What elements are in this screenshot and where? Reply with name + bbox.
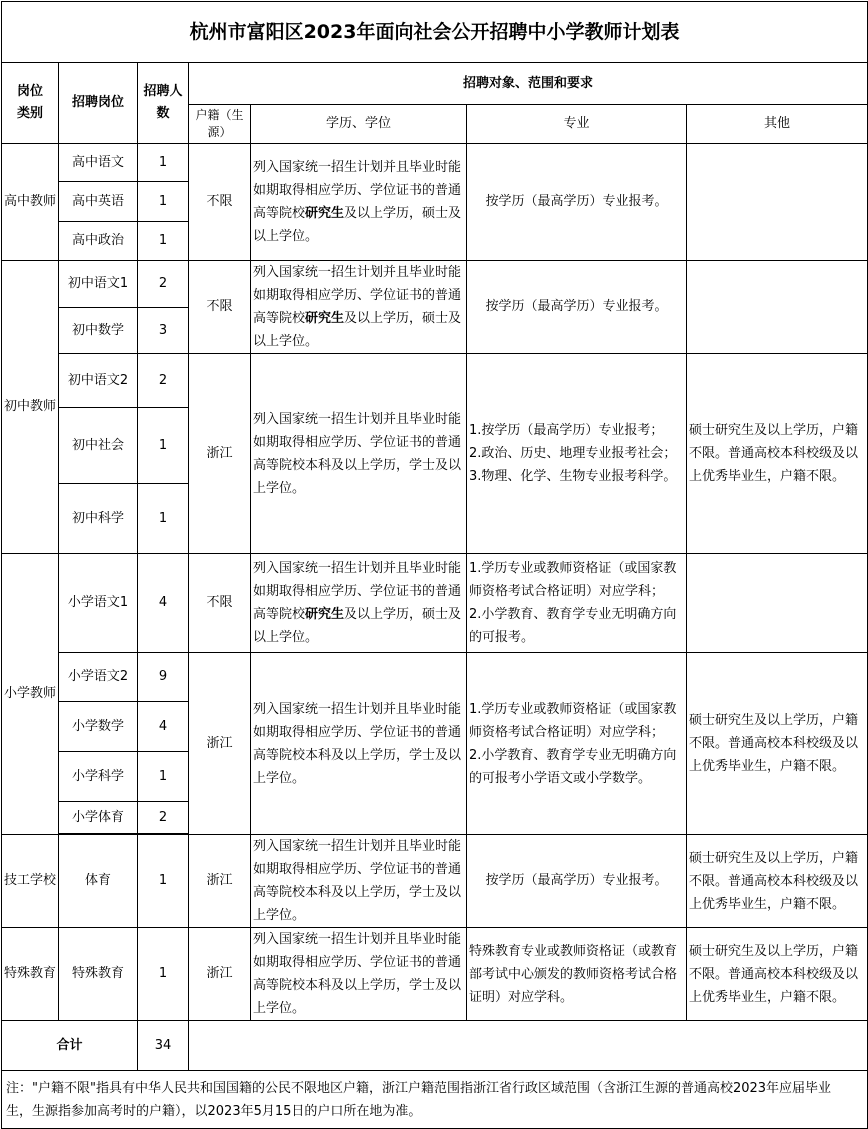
position-count: 1 bbox=[138, 144, 189, 182]
education-bachelor: 列入国家统一招生计划并且毕业时能 如期取得相应学历、学位证书的普通 高等院校本科及以上学历，学士及以 上学位。 bbox=[251, 835, 467, 928]
hukou-cell: 浙江 bbox=[189, 653, 251, 835]
header-other: 其他 bbox=[687, 105, 868, 144]
education-bachelor: 列入国家统一招生计划并且毕业时能 如期取得相应学历、学位证书的普通 高等院校本科及以上学历，学士及以 上学位。 bbox=[251, 354, 467, 554]
position-count: 2 bbox=[138, 261, 189, 308]
position-name: 特殊教育 bbox=[59, 928, 138, 1021]
education-grad: 列入国家统一招生计划并且毕业时能 如期取得相应学历、学位证书的普通 高等院校研究生及以上学历，硕士及 以上学位。 bbox=[251, 261, 467, 354]
position-count: 3 bbox=[138, 308, 189, 354]
other-cell: 硕士研究生及以上学历，户籍 不限。普通高校本科校级及以 上优秀毕业生，户籍不限。 bbox=[687, 354, 868, 554]
hukou-cell: 不限 bbox=[189, 554, 251, 653]
position-count: 1 bbox=[138, 752, 189, 802]
major-cell: 1.学历专业或教师资格证（或国家教 师资格考试合格证明）对应学科； 2.小学教育、教育学专业无明确方向 的可报考小学语文或小学数学。 bbox=[467, 653, 687, 835]
position-name: 小学语文2 bbox=[59, 653, 138, 702]
education-grad: 列入国家统一招生计划并且毕业时能 如期取得相应学历、学位证书的普通 高等院校研究生及以上学历，硕士及 以上学位。 bbox=[251, 144, 467, 261]
other-cell: 硕士研究生及以上学历，户籍 不限。普通高校本科校级及以 上优秀毕业生，户籍不限。 bbox=[687, 653, 868, 835]
recruitment-plan-table bbox=[1, 1, 868, 1129]
position-name: 高中英语 bbox=[59, 182, 138, 222]
position-count: 4 bbox=[138, 554, 189, 653]
major-cell: 按学历（最高学历）专业报考。 bbox=[467, 261, 687, 354]
header-position: 招聘岗位 bbox=[59, 63, 138, 144]
category-primary-school: 小学教师 bbox=[2, 554, 59, 835]
header-hukou: 户籍（生源） bbox=[189, 105, 251, 144]
major-cell: 1.按学历（最高学历）专业报考； 2.政治、历史、地理专业报考社会； 3.物理、化学、生物专业报考科学。 bbox=[467, 354, 687, 554]
position-name: 初中语文1 bbox=[59, 261, 138, 308]
major-cell: 1.学历专业或教师资格证（或国家教 师资格考试合格证明）对应学科； 2.小学教育、教育学专业无明确方向 的可报考。 bbox=[467, 554, 687, 653]
category-high-school: 高中教师 bbox=[2, 144, 59, 261]
position-name: 小学体育 bbox=[59, 802, 138, 834]
category-special-education: 特殊教育 bbox=[2, 928, 59, 1021]
education-bachelor: 列入国家统一招生计划并且毕业时能 如期取得相应学历、学位证书的普通 高等院校本科及以上学历，学士及以 上学位。 bbox=[251, 653, 467, 835]
other-cell bbox=[687, 554, 868, 653]
position-count: 1 bbox=[138, 835, 189, 928]
position-count: 1 bbox=[138, 484, 189, 554]
other-cell: 硕士研究生及以上学历，户籍 不限。普通高校本科校级及以 上优秀毕业生，户籍不限。 bbox=[687, 928, 868, 1021]
position-count: 1 bbox=[138, 928, 189, 1021]
category-technical-school: 技工学校 bbox=[2, 835, 59, 928]
position-count: 9 bbox=[138, 653, 189, 702]
header-requirements: 招聘对象、范围和要求 bbox=[189, 63, 868, 105]
major-cell: 按学历（最高学历）专业报考。 bbox=[467, 144, 687, 261]
total-empty bbox=[189, 1021, 868, 1071]
hukou-cell: 浙江 bbox=[189, 928, 251, 1021]
header-education: 学历、学位 bbox=[251, 105, 467, 144]
hukou-cell: 不限 bbox=[189, 144, 251, 261]
position-count: 1 bbox=[138, 182, 189, 222]
header-count: 招聘人 数 bbox=[138, 63, 189, 144]
position-name: 初中数学 bbox=[59, 308, 138, 354]
position-count: 2 bbox=[138, 802, 189, 834]
position-count: 1 bbox=[138, 222, 189, 261]
education-grad: 列入国家统一招生计划并且毕业时能 如期取得相应学历、学位证书的普通 高等院校研究生及以上学历，硕士及 以上学位。 bbox=[251, 554, 467, 653]
position-name: 小学语文1 bbox=[59, 554, 138, 653]
hukou-cell: 浙江 bbox=[189, 835, 251, 928]
other-cell bbox=[687, 144, 868, 261]
education-bachelor: 列入国家统一招生计划并且毕业时能 如期取得相应学历、学位证书的普通 高等院校本科及以上学历，学士及以 上学位。 bbox=[251, 928, 467, 1021]
position-name: 初中社会 bbox=[59, 408, 138, 484]
position-name: 小学数学 bbox=[59, 702, 138, 752]
category-middle-school: 初中教师 bbox=[2, 261, 59, 554]
position-count: 4 bbox=[138, 702, 189, 752]
other-cell bbox=[687, 261, 868, 354]
header-major: 专业 bbox=[467, 105, 687, 144]
position-name: 体育 bbox=[59, 835, 138, 928]
position-name: 高中语文 bbox=[59, 144, 138, 182]
total-label: 合计 bbox=[2, 1021, 138, 1071]
position-name: 初中语文2 bbox=[59, 354, 138, 408]
page-title: 杭州市富阳区2023年面向社会公开招聘中小学教师计划表 bbox=[2, 2, 868, 63]
position-name: 初中科学 bbox=[59, 484, 138, 554]
major-cell: 按学历（最高学历）专业报考。 bbox=[467, 835, 687, 928]
position-name: 高中政治 bbox=[59, 222, 138, 261]
total-value: 34 bbox=[138, 1021, 189, 1071]
hukou-cell: 不限 bbox=[189, 261, 251, 354]
position-count: 1 bbox=[138, 408, 189, 484]
header-category: 岗位 类别 bbox=[2, 63, 59, 144]
footnote: 注："户籍不限"指具有中华人民共和国国籍的公民不限地区户籍，浙江户籍范围指浙江省行政区域范围（含浙江生源的普通高校2023年应届毕业 生，生源指参加高考时的户籍），以2023年5月15日的户口所在地为准。 bbox=[2, 1071, 868, 1129]
major-cell: 特殊教育专业或教师资格证（或教育 部考试中心颁发的教师资格考试合格 证明）对应学科。 bbox=[467, 928, 687, 1021]
hukou-cell: 浙江 bbox=[189, 354, 251, 554]
other-cell: 硕士研究生及以上学历，户籍 不限。普通高校本科校级及以 上优秀毕业生，户籍不限。 bbox=[687, 835, 868, 928]
position-count: 2 bbox=[138, 354, 189, 408]
position-name: 小学科学 bbox=[59, 752, 138, 802]
